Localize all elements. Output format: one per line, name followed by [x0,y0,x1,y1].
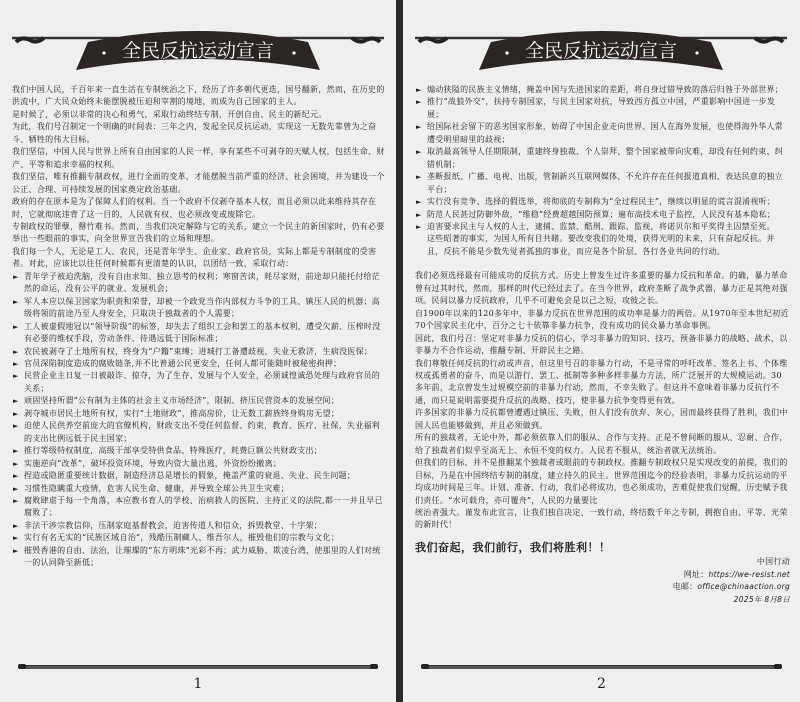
bullet-arrow-icon: ► [13,372,19,381]
list-item-text: 迫害要求民主与人权的人士，逮捕、监禁、酷刑、跟踪、监视，将诺贝尔和平奖得主囚禁至死。 [427,221,775,231]
bullet-arrow-icon: ► [13,459,19,468]
bullet-arrow-icon: ► [13,521,19,530]
list-item [12,271,386,296]
list-item [12,395,386,407]
signature-block [415,556,790,606]
bullet-arrow-icon: ► [13,272,19,281]
list-item-text: 防范人民甚过防御外敌，“维稳”经费超越国防预算；遍布高技术电子监控，人民没有基本隐私； [427,209,776,219]
paragraph: 我们必须选择最有可能成功的反抗方式。历史上曾发生过许多重要的暴力反抗和革命。的确，暴力革命曾有过其时代，然而，那样的时代已经过去了。在当今世界，政府垄断了战争武器，暴力正是其绝对强项。民间以暴力反抗政府，几乎不可避免会是以己之短，攻彼之长。 [415,271,788,306]
page-2 [403,0,800,702]
list-item-text: 推行“战狼外交”，扶持专制国家，与民主国家对抗，导致西方孤立中国，严重影响中国进一步发展； [427,97,776,119]
bullet-arrow-icon: ► [13,496,19,505]
paragraph: 我们坚信，唯有推翻专制政权，进行全面的变革，才能摆脱当前严重的经济、社会困境，并为建设一个公正、合理、可持续发展的国家奠定政治基础。 [12,172,385,194]
bullet-arrow-icon: ► [13,322,19,331]
list-item-text: 腐败肆虐于每一个角落，本应教书育人的学校、治病救人的医院、主持正义的法院,都一一并且早已腐败了； [24,495,383,518]
bullet-arrow-icon: ► [13,484,19,493]
list-item-text: 捏造或隐匿重要统计数据，制造经济总是增长的假象，掩盖严重的衰退、失业、民生问题； [24,471,356,481]
list-item-text: 实施逆向“改革”，破坏投资环境，导致内资大量出逃，外资纷纷撤离； [24,458,282,468]
list-item-text: 摧毁香港的自由、法治，让璀璨的“东方明珠”光彩不再；武力威胁、欺凌台湾，使那里的人们对统一的认同降至新低； [24,545,381,568]
paragraph: 统治者强大。谨发布此宣言，让我们独自决定、一致行动，终结数千年之专制，拥抱自由、平等、光荣的新时代！ [415,507,788,530]
paragraph: 专制政权的罪孽，罄竹难书。然而，当我们决定解除与它的关系，建立一个民主的新国家时，仍有必要举出一些眼前的事实，向全世界宣告我们的立场和理想。 [12,221,385,244]
list-item-text: 青年学子被迫洗脑，没有自由求知、独立思考的权利；寒窗苦读，耗尽家财，前途却只能托付给茫然的命运，没有公平的就业、发展机会； [24,271,381,294]
list-item [415,171,790,196]
list-item [415,84,790,96]
list-item-text: 非法干涉宗教信仰，压制家庭基督教会，迫害传道人和信众，拆毁教堂、十字架； [24,520,323,530]
list-item [415,209,790,221]
bullet-arrow-icon: ► [13,534,19,543]
paragraph: 我们每一个人，无论是工人、农民，还是青年学生、企业家、政府官员，实际上都是专制制度的受害者。对此，应该比以往任何时候都有更清楚的认识，以团结一致，采取行动： [12,246,377,269]
paragraph: 许多国家的非暴力反抗都曾遭遇过镇压、失败，但人们没有放弃、灰心，因而最终获得了胜利，我们中国人民也能够做到，并且必须做到。 [415,408,788,430]
bullet-arrow-icon: ► [416,148,422,157]
list-item [415,196,790,208]
list-item [12,296,386,321]
bullet-arrow-icon: ► [13,297,19,306]
list-item-text: 农民被剥夺了土地所有权，终身为“户籍”束缚；进城打工备遭歧视，失业无救济，生病没医保； [24,346,373,356]
bullet-arrow-icon: ► [13,546,19,555]
spacer [415,258,790,270]
slogan: 我们奋起，我们前行，我们将胜利！！ [415,540,611,554]
list-item-text: 垄断报纸、广播、电视、出版，管制新兴互联网媒体，不允许存在任何报道真相、表达民意的独立平台； [427,172,784,194]
paragraph: 是时候了，必须以非常的决心和勇气，采取行动终结专制，开创自由、民主的新纪元。 [12,109,327,119]
list-item-text: 习惯性隐瞒重大疫情，危害人民生命、健康，并导致全球公共卫生灾难； [24,483,289,493]
bullet-list [12,271,386,570]
page-2-body [415,84,790,606]
bullet-list [415,84,790,233]
list-item [12,420,386,445]
website-link[interactable]: https://we-resist.net [708,569,790,579]
email-label: 电邮： [672,582,698,592]
list-item [415,96,790,121]
list-item [12,445,386,457]
bullet-arrow-icon: ► [416,98,422,107]
list-item [12,470,386,482]
paragraph: 我们尊敬任何反抗的行动或声音，但这里号召的非暴力行动，不是寻常的呼吁改革、签名上书、个体维权或孤勇者的奋斗，而是以游行、罢工、抵制等多种多样非暴力方法，所广泛展开的大规模运动。30多年前，北京曾发生过规模空前的非暴力行动，然而，不幸失败了。但这并不意味着非暴力反抗行不通，而只是说明需要提升反抗的战略、技巧，使非暴力抗争变得更有效。 [415,358,788,405]
bullet-arrow-icon: ► [13,347,19,356]
page-1 [0,0,396,702]
list-item [12,408,386,420]
bullet-arrow-icon: ► [416,123,422,132]
paragraph: 但我们的目标，并不是推翻某个独裁者或眼前的专制政权。推翻专制政权只是实现改变的前提，我们的目标，乃是在中国终结专制的制度，建立持久的民主。世界范围迄今的经验表明，非暴力反抗运动的平均成功时间是三年。计划、准备、行动，我们必将成功，也必须成功，苦难促使我们觉醒，历史赋予我们责任。“水可载舟，亦可覆舟”，人民的力量要比 [415,458,788,505]
page-number: 2 [597,676,606,692]
list-item-text: 推行等级特权制度，高级干部享受特供食品、特殊医疗，耗费巨额公共财政支出； [24,446,323,456]
paragraph: 我们中国人民，千百年来一直生活在专制统治之下，经历了许多朝代更迭，国号翻新，然而，在历史的洪流中，广大民众始终未能摆脱被压迫和宰割的境地，而成为自己国家的主人。 [12,85,385,107]
list-item [12,358,386,370]
bullet-arrow-icon: ► [416,222,422,231]
bullet-arrow-icon: ► [416,86,422,94]
list-item-text: 煽动狭隘的民族主义情绪，掩盖中国与先进国家的差距，将自身过错导致的落后归咎于外部世界； [427,85,784,94]
bullet-arrow-icon: ► [13,472,19,481]
list-item-text: 顽固坚持所谓“公有制为主体的社会主义市场经济”，限制、挤压民营资本的发展空间； [24,396,340,406]
bullet-arrow-icon: ► [13,409,19,418]
page-1-body [12,84,386,570]
paragraph: 我们坚信，中国人民与世界上所有自由国家的人民一样，享有某些不可剥夺的天赋人权，包括生命、财产、平等和追求幸福的权利。 [12,147,385,169]
signature-date: 2025年 8月8日 [733,594,790,604]
paragraph: 为此，我们号召制定一个明确的时间表：三年之内，发起全民反抗运动，实现这一无数先辈曾为之奋斗、牺牲的伟大目标。 [12,122,377,144]
list-item [12,520,386,532]
list-item [12,483,386,495]
list-item [12,545,386,570]
email-link[interactable]: office@chinaaction.org [697,582,790,592]
paragraph: 自1900年以来的120多年中，非暴力反抗在世界范围的成功率是暴力的两倍。从1970年至本世纪初近70个国家民主化中，百分之七十依靠非暴力抗争，没有成功的民众暴力革命事例。 [415,308,789,331]
paragraph: 所有的独裁者，无论中外，都必须依靠人们的服从、合作与支持。正是不曾间断的服从、忍耐、合作，给了独裁者们似乎至高无上、永恒不变的权力。人民若不服从，统治者就无法统治。 [415,433,788,455]
list-item-text: 工人被虚假地冠以“领导阶级”的标签，却失去了组织工会和罢工的基本权利，遭受欠薪、压榨时没有必要的维权手段，劳动条件、待遇远低于国际标准； [24,321,381,344]
email-line [415,581,790,594]
list-item-text: 官员深陷制度造成的腐败链条,并不比普通公民更安全，任何人都可能随时被秘密拘押； [24,358,342,368]
page-number: 1 [193,676,203,692]
bullet-arrow-icon: ► [13,397,19,406]
bullet-arrow-icon: ► [13,422,19,431]
website-label: 网址： [683,569,709,579]
paragraph: 政府的存在原本是为了保障人们的权利。当一个政府不仅剥夺基本人权，而且必须以此来维持其存在时，它就彻底违背了这一目的，人民就有权、也必须改变或废除它。 [12,197,377,219]
list-item-text: 实行没有竞争、选择的假选举，将彻底的专制称为“全过程民主”，继续以明显的谎言混淆视听； [427,197,776,207]
list-item-text: 迫使人民供养空前庞大的官僚机构，财政支出不受任何监督、约束，教育、医疗、社保、失业福利的支出比例远低于民主国家； [24,421,381,443]
list-item [12,458,386,470]
title-banner [411,22,791,80]
website-line [415,569,790,582]
list-item-text: 剥夺城市居民土地所有权，实行“土地财政”，推高房价，让无数工薪族终身购房无望； [24,408,340,418]
bullet-arrow-icon: ► [13,359,19,368]
list-item-text: 民营企业主日复一日被敲诈、掠夺，为了生存、发展与个人安全，必须诚惶诚恐处理与政府官员的关系； [24,371,381,393]
paragraph: 因此，我们号召：坚定对非暴力反抗的信心，学习非暴力的知识、技巧，预备非暴力的战略、战术，以非暴力不合作运动，推翻专制、开辟民主之路。 [415,333,788,356]
title-banner [8,22,388,80]
bullet-arrow-icon: ► [416,210,422,219]
list-item-text: 军人本应以保卫国家为职责和荣誉，却被一个政党当作内部权力斗争的工具、镇压人民的机器；高级将领的前途乃至人身安全，只取决于独裁者的个人需要； [24,296,381,319]
list-item [12,346,386,358]
list-item [12,495,386,520]
signature-org: 中国行动 [756,557,790,567]
bullet-arrow-icon: ► [13,447,19,456]
footer-rule [22,665,374,669]
list-item-text: 实行有名无实的“民族区域自治”，残酷压制藏人、维吾尔人，摧毁他们的宗教与文化； [24,533,340,543]
list-item-text: 取消最高领导人任期限制，重建终身独裁、个人崇拜，整个国家被带向灾难，却没有任何约束、纠错机制； [427,147,784,169]
list-item [415,221,790,233]
list-item [12,370,386,395]
bullet-arrow-icon: ► [416,173,422,182]
list-item [415,146,790,171]
summary-paragraph: 这些昭著的事实，为国人所有目共睹。要改变我们的处境，获得光明的未来，只有奋起反抗。并且，反抗不能是少数先觉者孤独的事业，而应是各个阶层、各行各业共同的行动。 [427,234,775,256]
footer-rule [425,665,778,669]
page-title: 全民反抗运动宣言 [524,40,678,62]
list-item [12,532,386,544]
list-item [12,321,386,346]
page-divider [396,0,403,702]
list-item-text: 给国际社会留下的恶劣国家形象，妨碍了中国企业走向世界、国人在海外发展，也使得海外华人常遭受明里暗里的歧视； [427,122,784,144]
bullet-arrow-icon: ► [416,198,422,207]
page-title: 全民反抗运动宣言 [121,40,275,62]
list-item [415,121,790,146]
